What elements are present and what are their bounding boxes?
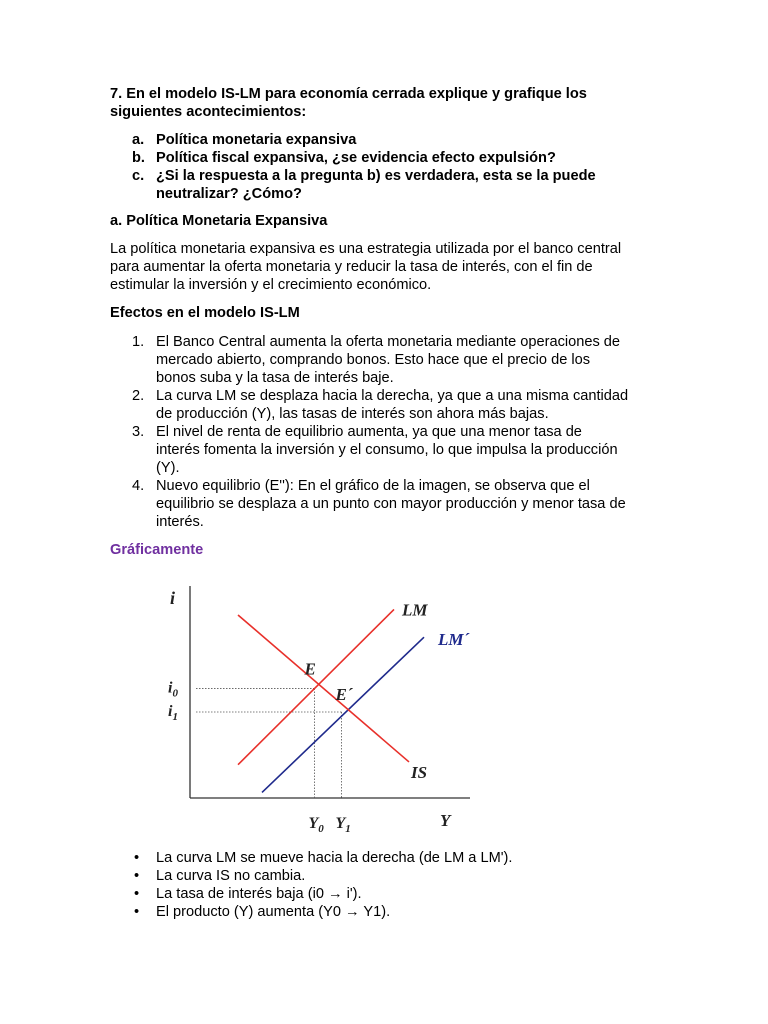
effects-list [132,333,672,531]
bullet-item-4: • El producto (Y) aumenta (Y0 → Y1). [134,904,391,920]
point-label-e: E [304,659,316,679]
x-axis-label: Y [440,811,451,830]
question-item-c: c. ¿Si la respuesta a la pregunta b) es verdadera, esta se la puede neutralizar? ¿Cómo? [132,168,596,202]
series-label-lm: LM [402,600,428,620]
question-title-line-1: 7. En el modelo IS-LM para economía cerrada explique y grafique los [110,86,587,102]
effects-item-1: 1. El Banco Central aumenta la oferta monetaria mediante operaciones de mercado abierto, comprando bonos. Esto hace que el precio de los bonos suba y la tasa de interés baje. [132,334,621,386]
section-a-heading: a. Política Monetaria Expansiva [110,213,328,229]
question-item-b: b. Política fiscal expansiva, ¿se evidencia efecto expulsión? [132,150,556,166]
series-label-is: IS [411,762,428,782]
question-title [110,85,670,121]
y-axis-label: i [170,588,176,608]
effects-item-2: 2. La curva LM se desplaza hacia la derecha, ya que a una misma cantidad de producción (Y), las tasas de interés son ahora más bajas. [132,388,629,422]
question-item-a: a. Política monetaria expansiva [132,132,357,148]
question-items [132,131,692,203]
summary-bullets [132,849,672,921]
effects-item-3: 3. El nivel de renta de equilibrio aumenta, ya que una menor tasa de interés fomenta la inversión y el consumo, lo que impulsa la producción (Y). [132,424,618,476]
section-a-paragraph: La política monetaria expansiva es una estrategia utilizada por el banco central para aumentar la oferta monetaria y reducir la tasa de interés, con el fin de estimular la inversión y el crecimiento económico. [110,241,622,293]
series-label-lm-prime: LM´ [438,630,470,650]
is-lm-chart [160,580,480,840]
question-title-line-2: siguientes acontecimientos: [110,104,307,120]
effects-heading: Efectos en el modelo IS-LM [110,305,300,321]
x-tick-label-1: $Y_0$ [308,815,324,835]
bullet-item-2: • La curva IS no cambia. [134,868,306,884]
y-tick-label-1: $i_0$ [168,679,178,700]
effects-item-4: 4. Nuevo equilibrio (E''): En el gráfico de la imagen, se observa que el equilibrio se desplaza a un punto con mayor producción y menor tasa de interés. [132,478,626,530]
x-tick-label-2: $Y_1$ [335,815,351,835]
bullet-item-3: • La tasa de interés baja (i0 → i'). [134,886,362,902]
point-label-e-prime: E´ [335,685,353,705]
bullet-item-1: • La curva LM se mueve hacia la derecha (de LM a LM'). [134,850,513,866]
graficamente-heading: Gráficamente [110,542,204,558]
y-tick-label-2: $i_1$ [168,703,178,724]
